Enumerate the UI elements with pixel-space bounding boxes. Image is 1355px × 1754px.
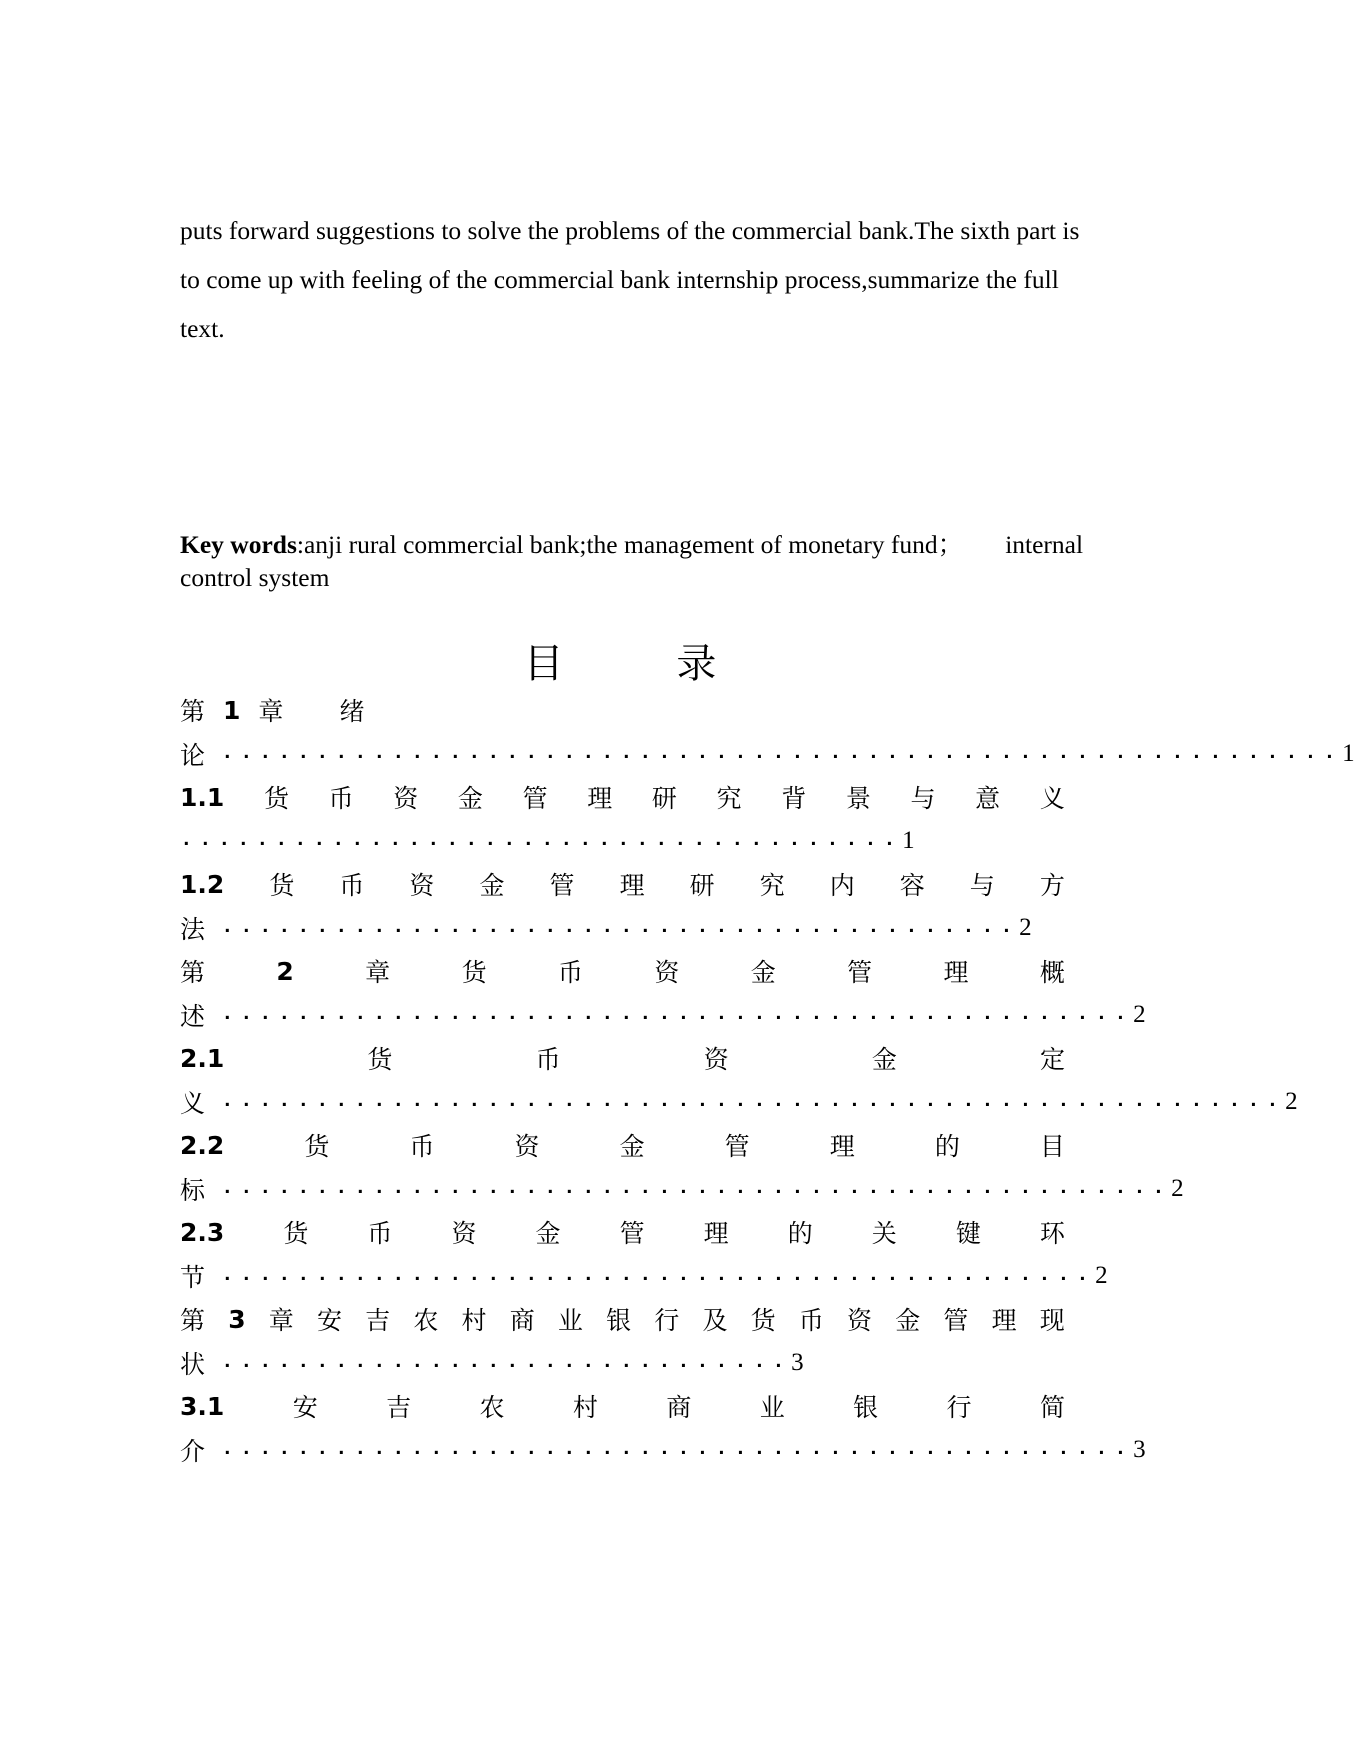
toc-heading-char: 金	[871, 1045, 897, 1074]
toc-heading-char: 管	[724, 1132, 750, 1161]
toc-heading-char: 管	[619, 1219, 645, 1248]
toc-heading-char: 金	[535, 1219, 561, 1248]
toc-entry-heading[interactable]	[180, 1125, 1065, 1165]
toc-page-number: 1	[1342, 739, 1355, 767]
toc-dot-leader: ................................................	[221, 1438, 1134, 1461]
toc-entry-heading[interactable]	[180, 864, 1065, 904]
toc-heading-char: 管	[847, 958, 873, 987]
toc-section-number: 1	[223, 695, 241, 725]
toc-entry-leader[interactable]	[180, 1430, 1146, 1470]
toc-heading-char: 介	[180, 1436, 206, 1466]
toc-entry-leader[interactable]	[180, 821, 1065, 861]
abstract-paragraph	[180, 206, 1080, 353]
keywords-text-end: internal	[1005, 530, 1084, 559]
toc-heading-char: 法	[180, 914, 206, 944]
toc-heading-char: 货	[367, 1045, 393, 1074]
toc-heading-char: 农	[413, 1306, 439, 1335]
keywords-paragraph	[180, 528, 1084, 594]
toc-heading-char: 研	[689, 871, 715, 900]
toc-heading-char: 货	[461, 958, 487, 987]
toc-heading-char: 货	[269, 871, 295, 900]
toc-heading-char: 资	[451, 1219, 477, 1248]
toc-heading-char: 行	[946, 1393, 972, 1422]
toc-dot-leader: ..........................................	[221, 916, 1020, 939]
keywords-text: :anji rural commercial bank;the management of monetary fund；	[296, 530, 964, 559]
toc-dot-leader: ........................................................	[221, 1090, 1286, 1113]
toc-heading-char: 理	[829, 1132, 855, 1161]
toc-heading-char: 币	[798, 1306, 824, 1335]
toc-entry-heading[interactable]	[180, 1212, 1065, 1252]
toc-entry-leader[interactable]	[180, 1343, 1065, 1383]
toc-dot-leader: ...........................................................	[221, 742, 1343, 765]
toc-heading-char: 币	[535, 1045, 561, 1074]
abstract-line: puts forward suggestions to solve the problems of the commercial bank.The sixth part is	[180, 216, 1080, 245]
toc-entry-heading[interactable]	[180, 1386, 1065, 1426]
toc-heading-char: 理	[991, 1306, 1017, 1335]
toc-heading-char: 第	[180, 1306, 206, 1335]
toc-heading-char: 现	[1039, 1306, 1065, 1335]
abstract-line: to come up with feeling of the commercial bank internship process,summarize the full	[180, 265, 1059, 294]
toc-heading-char: 标	[180, 1175, 206, 1205]
toc-entry-heading[interactable]	[180, 951, 1065, 991]
toc-heading-char: 理	[943, 958, 969, 987]
toc-heading-char: 环	[1039, 1219, 1065, 1248]
toc-section-number: 2.2	[180, 1130, 225, 1160]
toc-heading-char: 吉	[386, 1393, 412, 1422]
toc-heading-char: 资	[847, 1306, 873, 1335]
toc-page-number: 3	[791, 1348, 804, 1376]
keywords-label: Key words	[180, 530, 297, 559]
toc-entry-leader[interactable]	[180, 734, 1355, 774]
toc-page-number: 2	[1171, 1174, 1184, 1202]
toc-heading-char: 理	[703, 1219, 729, 1248]
toc-heading-char: 究	[759, 871, 785, 900]
toc-heading-char: 内	[829, 871, 855, 900]
toc-entry-leader[interactable]	[180, 1082, 1298, 1122]
toc-page-number: 2	[1095, 1261, 1108, 1289]
toc-dot-leader: ..............................	[221, 1351, 792, 1374]
toc-heading-char: 金	[750, 958, 776, 987]
toc-section-number: 2.1	[180, 1043, 225, 1073]
toc-heading-char: 与	[969, 871, 995, 900]
toc-heading-char: 金	[619, 1132, 645, 1161]
toc-heading-char: 资	[703, 1045, 729, 1074]
toc-dot-leader: ..............................................	[221, 1264, 1096, 1287]
toc-entry-heading[interactable]	[180, 1038, 1065, 1078]
toc-heading-char: 业	[759, 1393, 785, 1422]
toc-heading-char: 管	[943, 1306, 969, 1335]
toc-heading-char: 金	[457, 784, 483, 813]
toc-heading-char: 银	[853, 1393, 879, 1422]
toc-heading-char: 货	[304, 1132, 330, 1161]
toc-heading-char: 背	[781, 784, 807, 813]
toc-heading-char: 意	[975, 784, 1001, 813]
toc-page-number: 2	[1285, 1087, 1298, 1115]
toc-heading-char: 农	[479, 1393, 505, 1422]
toc-entry-leader[interactable]	[180, 1256, 1108, 1296]
toc-heading-char: 商	[509, 1306, 535, 1335]
toc-heading-char: 的	[787, 1219, 813, 1248]
toc-page-number: 2	[1019, 913, 1032, 941]
toc-heading-char: 绪	[339, 697, 365, 726]
toc-heading-char: 与	[910, 784, 936, 813]
toc-heading-char: 资	[393, 784, 419, 813]
toc-heading-char: 节	[180, 1262, 206, 1292]
toc-heading-char: 述	[180, 1001, 206, 1031]
toc-heading-char: 币	[328, 784, 354, 813]
toc-heading-char: 目	[1039, 1132, 1065, 1161]
toc-heading-char: 义	[1039, 784, 1065, 813]
toc-entry-heading[interactable]	[180, 777, 1065, 817]
toc-section-number: 1.1	[180, 782, 225, 812]
toc-heading-char: 行	[654, 1306, 680, 1335]
toc-page-number: 1	[902, 826, 915, 854]
toc-heading-char: 商	[666, 1393, 692, 1422]
toc-heading-char: 论	[180, 740, 206, 770]
toc-heading-char: 及	[702, 1306, 728, 1335]
toc-heading-char: 金	[479, 871, 505, 900]
toc-heading-char: 关	[871, 1219, 897, 1248]
toc-heading-char: 金	[895, 1306, 921, 1335]
toc-section-number: 2	[276, 956, 294, 986]
toc-heading-char: 货	[750, 1306, 776, 1335]
toc-heading-char: 章	[258, 697, 284, 726]
toc-section-number: 3.1	[180, 1391, 225, 1421]
toc-entry-leader[interactable]	[180, 995, 1146, 1035]
toc-page-number: 2	[1133, 1000, 1146, 1028]
toc-heading-char: 资	[514, 1132, 540, 1161]
toc-heading-char: 定	[1039, 1045, 1065, 1074]
toc-heading-char: 币	[409, 1132, 435, 1161]
toc-heading-char: 币	[557, 958, 583, 987]
keywords-line-2: control system	[180, 563, 330, 592]
toc-page-number: 3	[1133, 1435, 1146, 1463]
toc-heading-char: 研	[651, 784, 677, 813]
toc-heading-char: 理	[587, 784, 613, 813]
toc-heading-char: 理	[619, 871, 645, 900]
abstract-line: text.	[180, 314, 225, 343]
toc-heading-char: 究	[716, 784, 742, 813]
toc-heading-char: 村	[461, 1306, 487, 1335]
toc-dot-leader: ..................................................	[221, 1177, 1172, 1200]
toc-heading-char: 概	[1039, 958, 1065, 987]
toc-heading-char: 业	[557, 1306, 583, 1335]
toc-heading-char: 第	[180, 697, 206, 726]
toc-entry-heading[interactable]	[180, 690, 1065, 730]
toc-heading-char: 义	[180, 1088, 206, 1118]
toc-entry-leader[interactable]	[180, 1169, 1184, 1209]
toc-heading-char: 容	[899, 871, 925, 900]
toc-section-number: 1.2	[180, 869, 225, 899]
toc-dot-leader: ......................................	[180, 829, 903, 852]
toc-heading-char: 币	[367, 1219, 393, 1248]
toc-heading-char: 章	[268, 1306, 294, 1335]
toc-title: 目 录	[523, 641, 767, 687]
toc-heading-char: 吉	[365, 1306, 391, 1335]
toc-heading-char: 简	[1039, 1393, 1065, 1422]
toc-heading-char: 货	[283, 1219, 309, 1248]
toc-heading-char: 的	[934, 1132, 960, 1161]
toc-heading-char: 村	[572, 1393, 598, 1422]
toc-heading-char: 状	[180, 1349, 206, 1379]
toc-heading-char: 资	[654, 958, 680, 987]
toc-heading-char: 银	[606, 1306, 632, 1335]
toc-heading-char: 方	[1039, 871, 1065, 900]
toc-heading-char: 安	[316, 1306, 342, 1335]
toc-dot-leader: ................................................	[221, 1003, 1134, 1026]
toc-heading-char: 第	[180, 958, 206, 987]
toc-heading-char: 键	[955, 1219, 981, 1248]
toc-heading-char: 景	[845, 784, 871, 813]
toc-entry-heading[interactable]	[180, 1299, 1065, 1339]
toc-heading-char: 货	[263, 784, 289, 813]
toc-heading-char: 币	[339, 871, 365, 900]
toc-heading-char: 管	[549, 871, 575, 900]
toc-heading-char: 安	[292, 1393, 318, 1422]
toc-entry-leader[interactable]	[180, 908, 1065, 948]
toc-section-number: 3	[228, 1304, 246, 1334]
toc-heading-char: 资	[409, 871, 435, 900]
toc-section-number: 2.3	[180, 1217, 225, 1247]
toc-heading-char: 章	[365, 958, 391, 987]
toc-heading-char: 管	[522, 784, 548, 813]
